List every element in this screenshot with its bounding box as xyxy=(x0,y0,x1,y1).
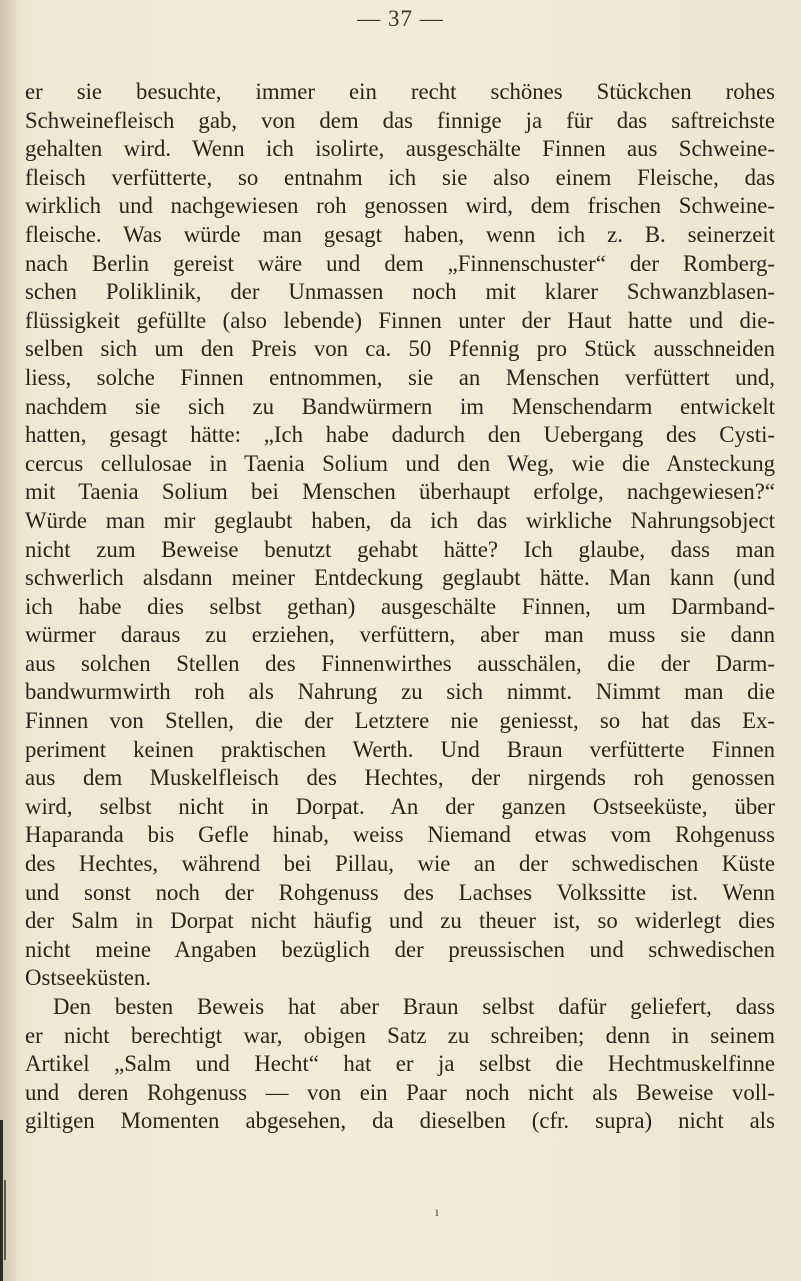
text-line: Haparanda bis Gefle hinab, weiss Niemand etwas vom Rohgenuss xyxy=(25,822,775,848)
text-line: wird, selbst nicht in Dorpat. An der ganzen Ostseeküste, über xyxy=(25,793,775,819)
text-line: gehalten wird. Wenn ich isolirte, ausgeschälte Finnen aus Schweine- xyxy=(25,136,775,162)
text-line: ich habe dies selbst gethan) ausgeschälte Finnen, um Darmband- xyxy=(25,593,775,619)
text-line: er sie besuchte, immer ein recht schönes Stückchen rohes xyxy=(25,79,775,104)
text-line: Finnen von Stellen, die der Letztere nie geniesst, so hat das Ex- xyxy=(25,708,775,734)
binding-edge-inner xyxy=(4,1180,6,1260)
text-line: fleisch verfütterte, so entnahm ich sie also einem Fleische, das xyxy=(25,164,775,190)
text-line: bandwurmwirth roh als Nahrung zu sich nimmt. Nimmt man die xyxy=(25,679,775,705)
text-line: hatten, gesagt hätte: „Ich habe dadurch den Uebergang des Cysti- xyxy=(25,422,775,448)
text-line: nicht meine Angaben bezüglich der preussischen und schwedischen xyxy=(25,936,775,962)
text-line: aus dem Muskelfleisch des Hechtes, der nirgends roh genossen xyxy=(25,765,775,791)
text-line: Artikel „Salm und Hecht“ hat er ja selbst die Hechtmuskelfinne xyxy=(25,1051,775,1077)
text-line: und sonst noch der Rohgenuss des Lachses Volkssitte ist. Wenn xyxy=(25,879,775,905)
text-line: nicht zum Beweise benutzt gehabt hätte? Ich glaube, dass man xyxy=(25,536,775,562)
page-number: — 37 — xyxy=(357,6,444,31)
text-line: Würde man mir geglaubt haben, da ich das wirkliche Nahrungsobject xyxy=(25,507,775,533)
text-line: selben sich um den Preis von ca. 50 Pfennig pro Stück ausschneiden xyxy=(25,336,775,362)
text-line: würmer daraus zu erziehen, verfüttern, aber man muss sie dann xyxy=(25,622,775,648)
text-line: liess, solche Finnen entnommen, sie an Menschen verfüttert und, xyxy=(25,364,775,390)
text-line: fleische. Was würde man gesagt haben, wenn ich z. B. seinerzeit xyxy=(25,221,775,247)
text-line: der Salm in Dorpat nicht häufig und zu theuer ist, so widerlegt dies xyxy=(25,908,775,934)
text-line: schen Poliklinik, der Unmassen noch mit klarer Schwanzblasen- xyxy=(25,279,775,305)
text-line: aus solchen Stellen des Finnenwirthes ausschälen, die der Darm- xyxy=(25,650,775,676)
text-line: mit Taenia Solium bei Menschen überhaupt erfolge, nachgewiesen?“ xyxy=(25,479,775,505)
body-text xyxy=(25,78,775,1136)
text-line: periment keinen praktischen Werth. Und Braun verfütterte Finnen xyxy=(25,736,775,762)
text-line: nach Berlin gereist wäre und dem „Finnenschuster“ der Romberg- xyxy=(25,250,775,276)
text-line: nachdem sie sich zu Bandwürmern im Menschendarm entwickelt xyxy=(25,393,775,419)
text-line: giltigen Momenten abgesehen, da dieselben (cfr. supra) nicht als xyxy=(25,1108,775,1134)
text-line: cercus cellulosae in Taenia Solium und den Weg, wie die Ansteckung xyxy=(25,450,775,476)
text-line: flüssigkeit gefüllte (also lebende) Finnen unter der Haut hatte und die- xyxy=(25,307,775,333)
page-gutter xyxy=(0,0,16,1281)
text-line: schwerlich alsdann meiner Entdeckung geglaubt hätte. Man kann (und xyxy=(25,565,775,591)
text-line: des Hechtes, während bei Pillau, wie an der schwedischen Küste xyxy=(25,851,775,877)
paragraph-end-line: Ostseeküsten. xyxy=(25,965,151,991)
text-line: und deren Rohgenuss — von ein Paar noch nicht als Beweise voll- xyxy=(25,1079,775,1105)
binding-edge xyxy=(0,1120,3,1281)
text-line: er nicht berechtigt war, obigen Satz zu schreiben; denn in seinem xyxy=(25,1022,775,1048)
print-speck: ı xyxy=(435,1205,439,1220)
paragraph-start-line: Den besten Beweis hat aber Braun selbst dafür geliefert, dass xyxy=(53,994,775,1019)
text-line: Schweinefleisch gab, von dem das finnige ja für das saftreichste xyxy=(25,107,775,133)
text-line: wirklich und nachgewiesen roh genossen wird, dem frischen Schweine- xyxy=(25,193,775,219)
